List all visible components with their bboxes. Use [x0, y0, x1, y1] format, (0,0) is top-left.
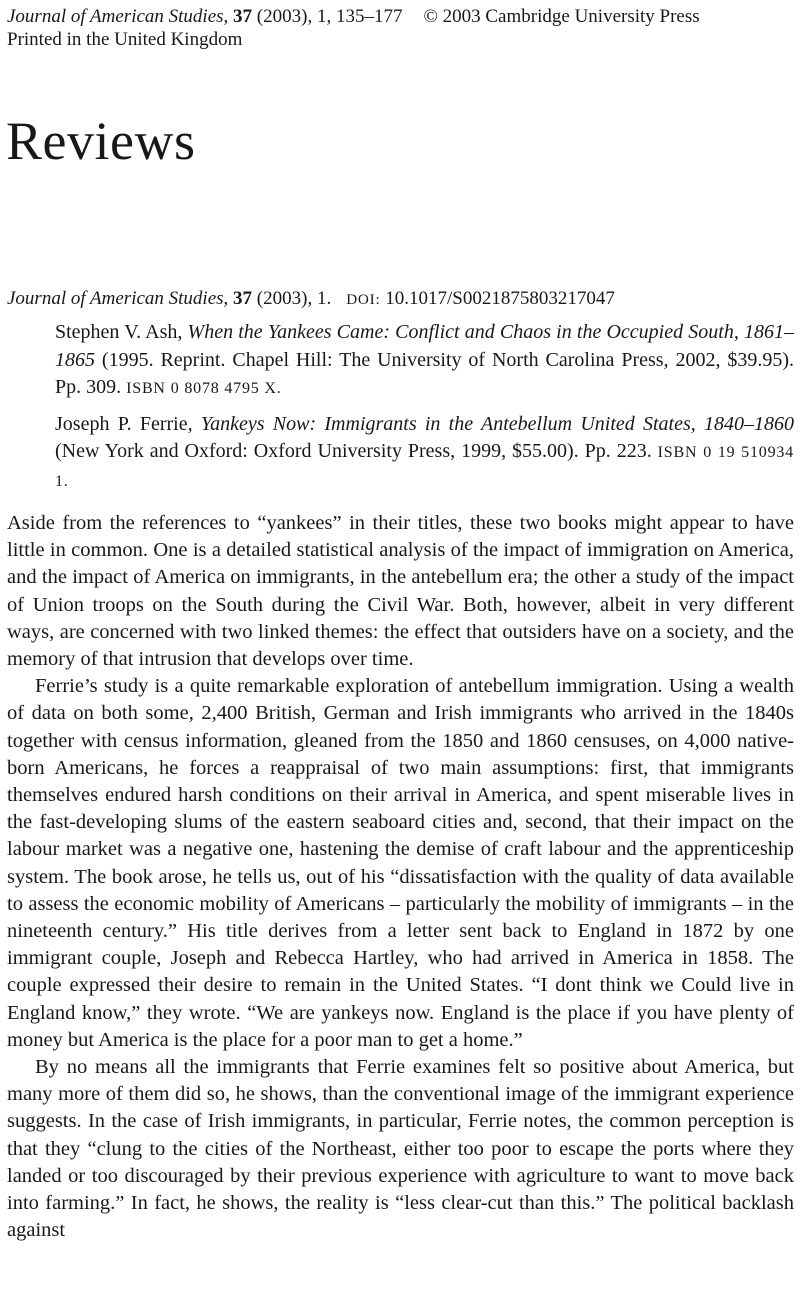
isbn-label: ISBN	[126, 380, 166, 397]
masthead-line-2	[7, 28, 794, 51]
article-citation-line	[7, 287, 794, 312]
volume-number: 37	[233, 6, 253, 27]
book-citation-1	[55, 319, 794, 403]
review-text	[7, 510, 794, 1244]
book-imprint: (1995. Reprint. Chapel Hill: The University of North Carolina Press, 2002, $39.95). Pp. 309.	[55, 348, 794, 398]
book-citation-2	[55, 411, 794, 496]
printed-in-notice: Printed in the United Kingdom	[7, 29, 243, 50]
ref-comma: ,	[223, 288, 229, 309]
running-head	[7, 5, 794, 51]
review-paragraph-2: Ferrie’s study is a quite remarkable exploration of antebellum immigration. Using a wealth of data on both some, 2,400 British, German and Irish immigrants who arrived in the 1840s together with census information, gleaned from the 1850 and 1860 censuses, on 4,000 native-born Americans, he forces a reappraisal of two main assumptions: first, that immigrants themselves endured harsh conditions on their arrival in America, and spent miserable lives in the fast-developing slums of the eastern seaboard cities and, second, that their impact on the labour market was a negative one, hastening the demise of craft labour and the apprenticeship system. The book arose, he tells us, out of his “dissatisfaction with the quality of data available to assess the economic mobility of Americans – particularly the mobility of immigrants – in the nineteenth century.” His title derives from a letter sent back to England in 1872 by one immigrant couple, Joseph and Rebecca Hartley, who had arrived in America in 1858. The couple expressed their desire to remain in the United States. “I dont think we Could live in England know,” they wrote. “We are yankeys now. England is the place if you have plenty of money but America is the place for a poor man to get a home.”	[7, 675, 794, 1051]
issue-info: (2003), 1.	[256, 288, 332, 309]
isbn-label: ISBN	[657, 444, 698, 461]
book-imprint: (New York and Oxford: Oxford University Press, 1999, $55.00). Pp. 223.	[55, 440, 652, 462]
volume-number: 37	[233, 288, 253, 309]
book-author: Joseph P. Ferrie,	[55, 412, 193, 435]
book-title: When the Yankees Came: Conflict and Chaos in the Occupied South, 1861–1865	[55, 321, 794, 371]
book-title: Yankeys Now: Immigrants in the Antebellum United States, 1840–1860	[200, 412, 795, 435]
review-paragraph-3: By no means all the immigrants that Ferrie examines felt so positive about America, but many more of them did so, he shows, than the conventional image of the immigrant experience suggests. In the case of Irish immigrants, in particular, Ferrie notes, the common perception is that they “clung to the cities of the Northeast, either too poor to escape the ports where they landed or too discouraged by their previous experience with agriculture to want to move back into farming.” In fact, he shows, the reality is “less clear-cut than this.” The political backlash against	[7, 1056, 794, 1242]
issue-page-range: (2003), 1, 135–177	[256, 6, 403, 27]
doi	[346, 288, 615, 309]
masthead-line-1	[7, 5, 794, 28]
page-title: Reviews	[6, 111, 196, 171]
masthead-comma: ,	[223, 6, 229, 27]
journal-name: Journal of American Studies	[7, 6, 224, 27]
journal-name: Journal of American Studies	[7, 288, 224, 309]
isbn-number: 0 19 510934 1.	[55, 444, 794, 490]
copyright-notice: © 2003 Cambridge University Press	[423, 6, 700, 27]
review-paragraph-1: Aside from the references to “yankees” in their titles, these two books might appear to have little in common. One is a detailed statistical analysis of the impact of immigration on America, and the impact of America on immigrants, in the antebellum era; the other a study of the impact of Union troops on the South during the Civil War. Both, however, albeit in very different ways, are concerned with two linked themes: the effect that outsiders have on a society, and the memory of that intrusion that develops over time.	[7, 512, 794, 671]
book-author: Stephen V. Ash,	[55, 321, 183, 343]
doi-value: 10.1017/S0021875803217047	[385, 288, 615, 309]
reviewed-books-list	[7, 319, 794, 495]
doi-label: DOI:	[346, 291, 381, 308]
isbn-number: 0 8078 4795 X.	[170, 380, 282, 397]
